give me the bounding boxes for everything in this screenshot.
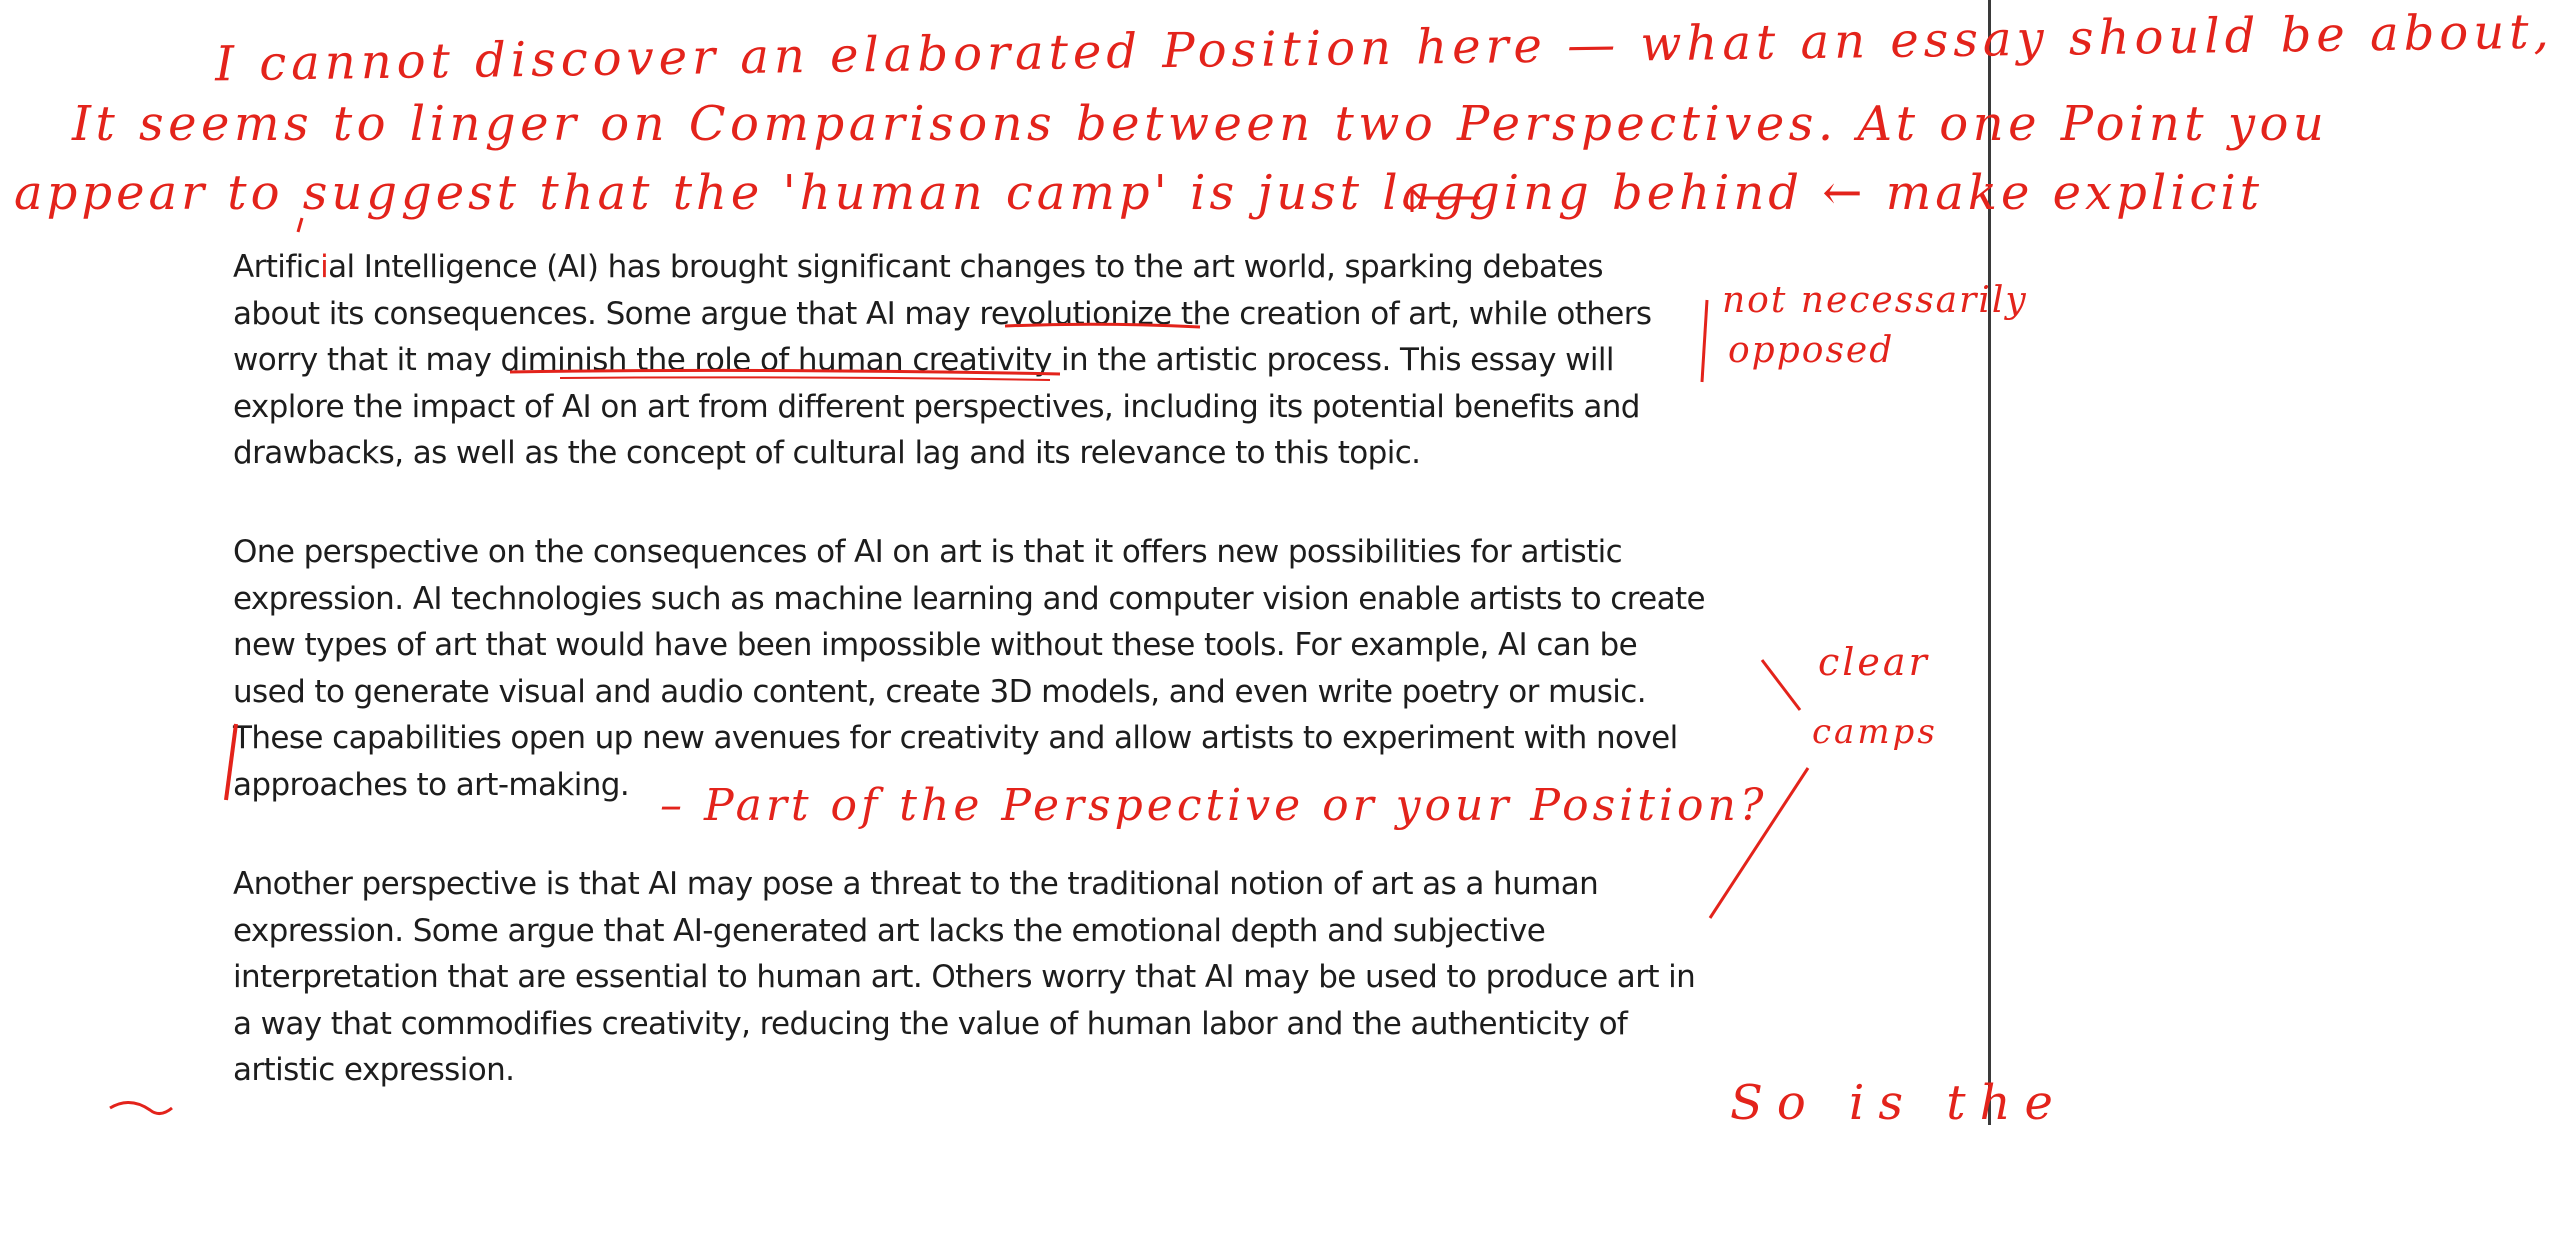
margin-note-not-necessarily: not necessarily (1722, 280, 2028, 321)
essay-line: about its consequences. Some argue that AI may revolutionize the creation of art, while others (233, 295, 1652, 332)
essay-line: interpretation that are essential to human art. Others worry that AI may be used to produce art in (233, 959, 1696, 996)
handwritten-comment-line-2: It seems to linger on Comparisons between two Perspectives. At one Point you (72, 96, 2329, 152)
margin-note-opposed: opposed (1728, 330, 1895, 371)
essay-paragraph-3 (233, 861, 1793, 1094)
handwritten-comment-line-3: appear to suggest that the 'human camp' is just lagging behind ← make explicit (14, 165, 2264, 221)
essay-line: drawbacks, as well as the concept of cultural lag and its relevance to this topic. (233, 435, 1421, 472)
handwritten-comment-line-1: I cannot discover an elaborated Position here — what an essay should be about, (214, 3, 2554, 93)
essay-line: expression. AI technologies such as machine learning and computer vision enable artists to create (233, 580, 1706, 617)
essay-line: used to generate visual and audio content, create 3D models, and even write poetry or music. (233, 673, 1646, 710)
inline-note-part-of-perspective: – Part of the Perspective or your Position? (660, 780, 1768, 831)
ink-question-hook (110, 1102, 172, 1113)
essay-line: artistic expression. (233, 1052, 515, 1089)
essay-line: new types of art that would have been impossible without these tools. For example, AI can be (233, 627, 1638, 664)
essay-line: approaches to art-making. (233, 766, 630, 803)
essay-line: expression. Some argue that AI-generated art lacks the emotional depth and subjective (233, 912, 1546, 949)
essay-paragraph-1 (233, 244, 1793, 477)
essay-line: explore the impact of AI on art from different perspectives, including its potential benefits and (233, 388, 1640, 425)
essay-line: Another perspective is that AI may pose a threat to the traditional notion of art as a human (233, 866, 1599, 902)
margin-note-camps: camps (1812, 712, 1938, 752)
essay-line: These capabilities open up new avenues for creativity and allow artists to experiment with novel (233, 720, 1678, 757)
red-marked-letter: i (320, 249, 329, 285)
essay-line: worry that it may diminish the role of human creativity in the artistic process. This essay will (233, 342, 1614, 379)
text-fragment: Artific (233, 249, 321, 285)
essay-line: One perspective on the consequences of AI on art is that it offers new possibilities for artistic (233, 534, 1623, 570)
margin-note-clear: clear (1818, 640, 1930, 684)
essay-paragraph-2 (233, 529, 1793, 809)
essay-line: a way that commodifies creativity, reducing the value of human labor and the authenticity of (233, 1005, 1628, 1042)
text-fragment: al Intelligence (AI) has brought significant changes to the art world, sparking debates (328, 249, 1603, 285)
bottom-right-note: So is the (1730, 1075, 2067, 1131)
essay-line (233, 244, 1793, 291)
